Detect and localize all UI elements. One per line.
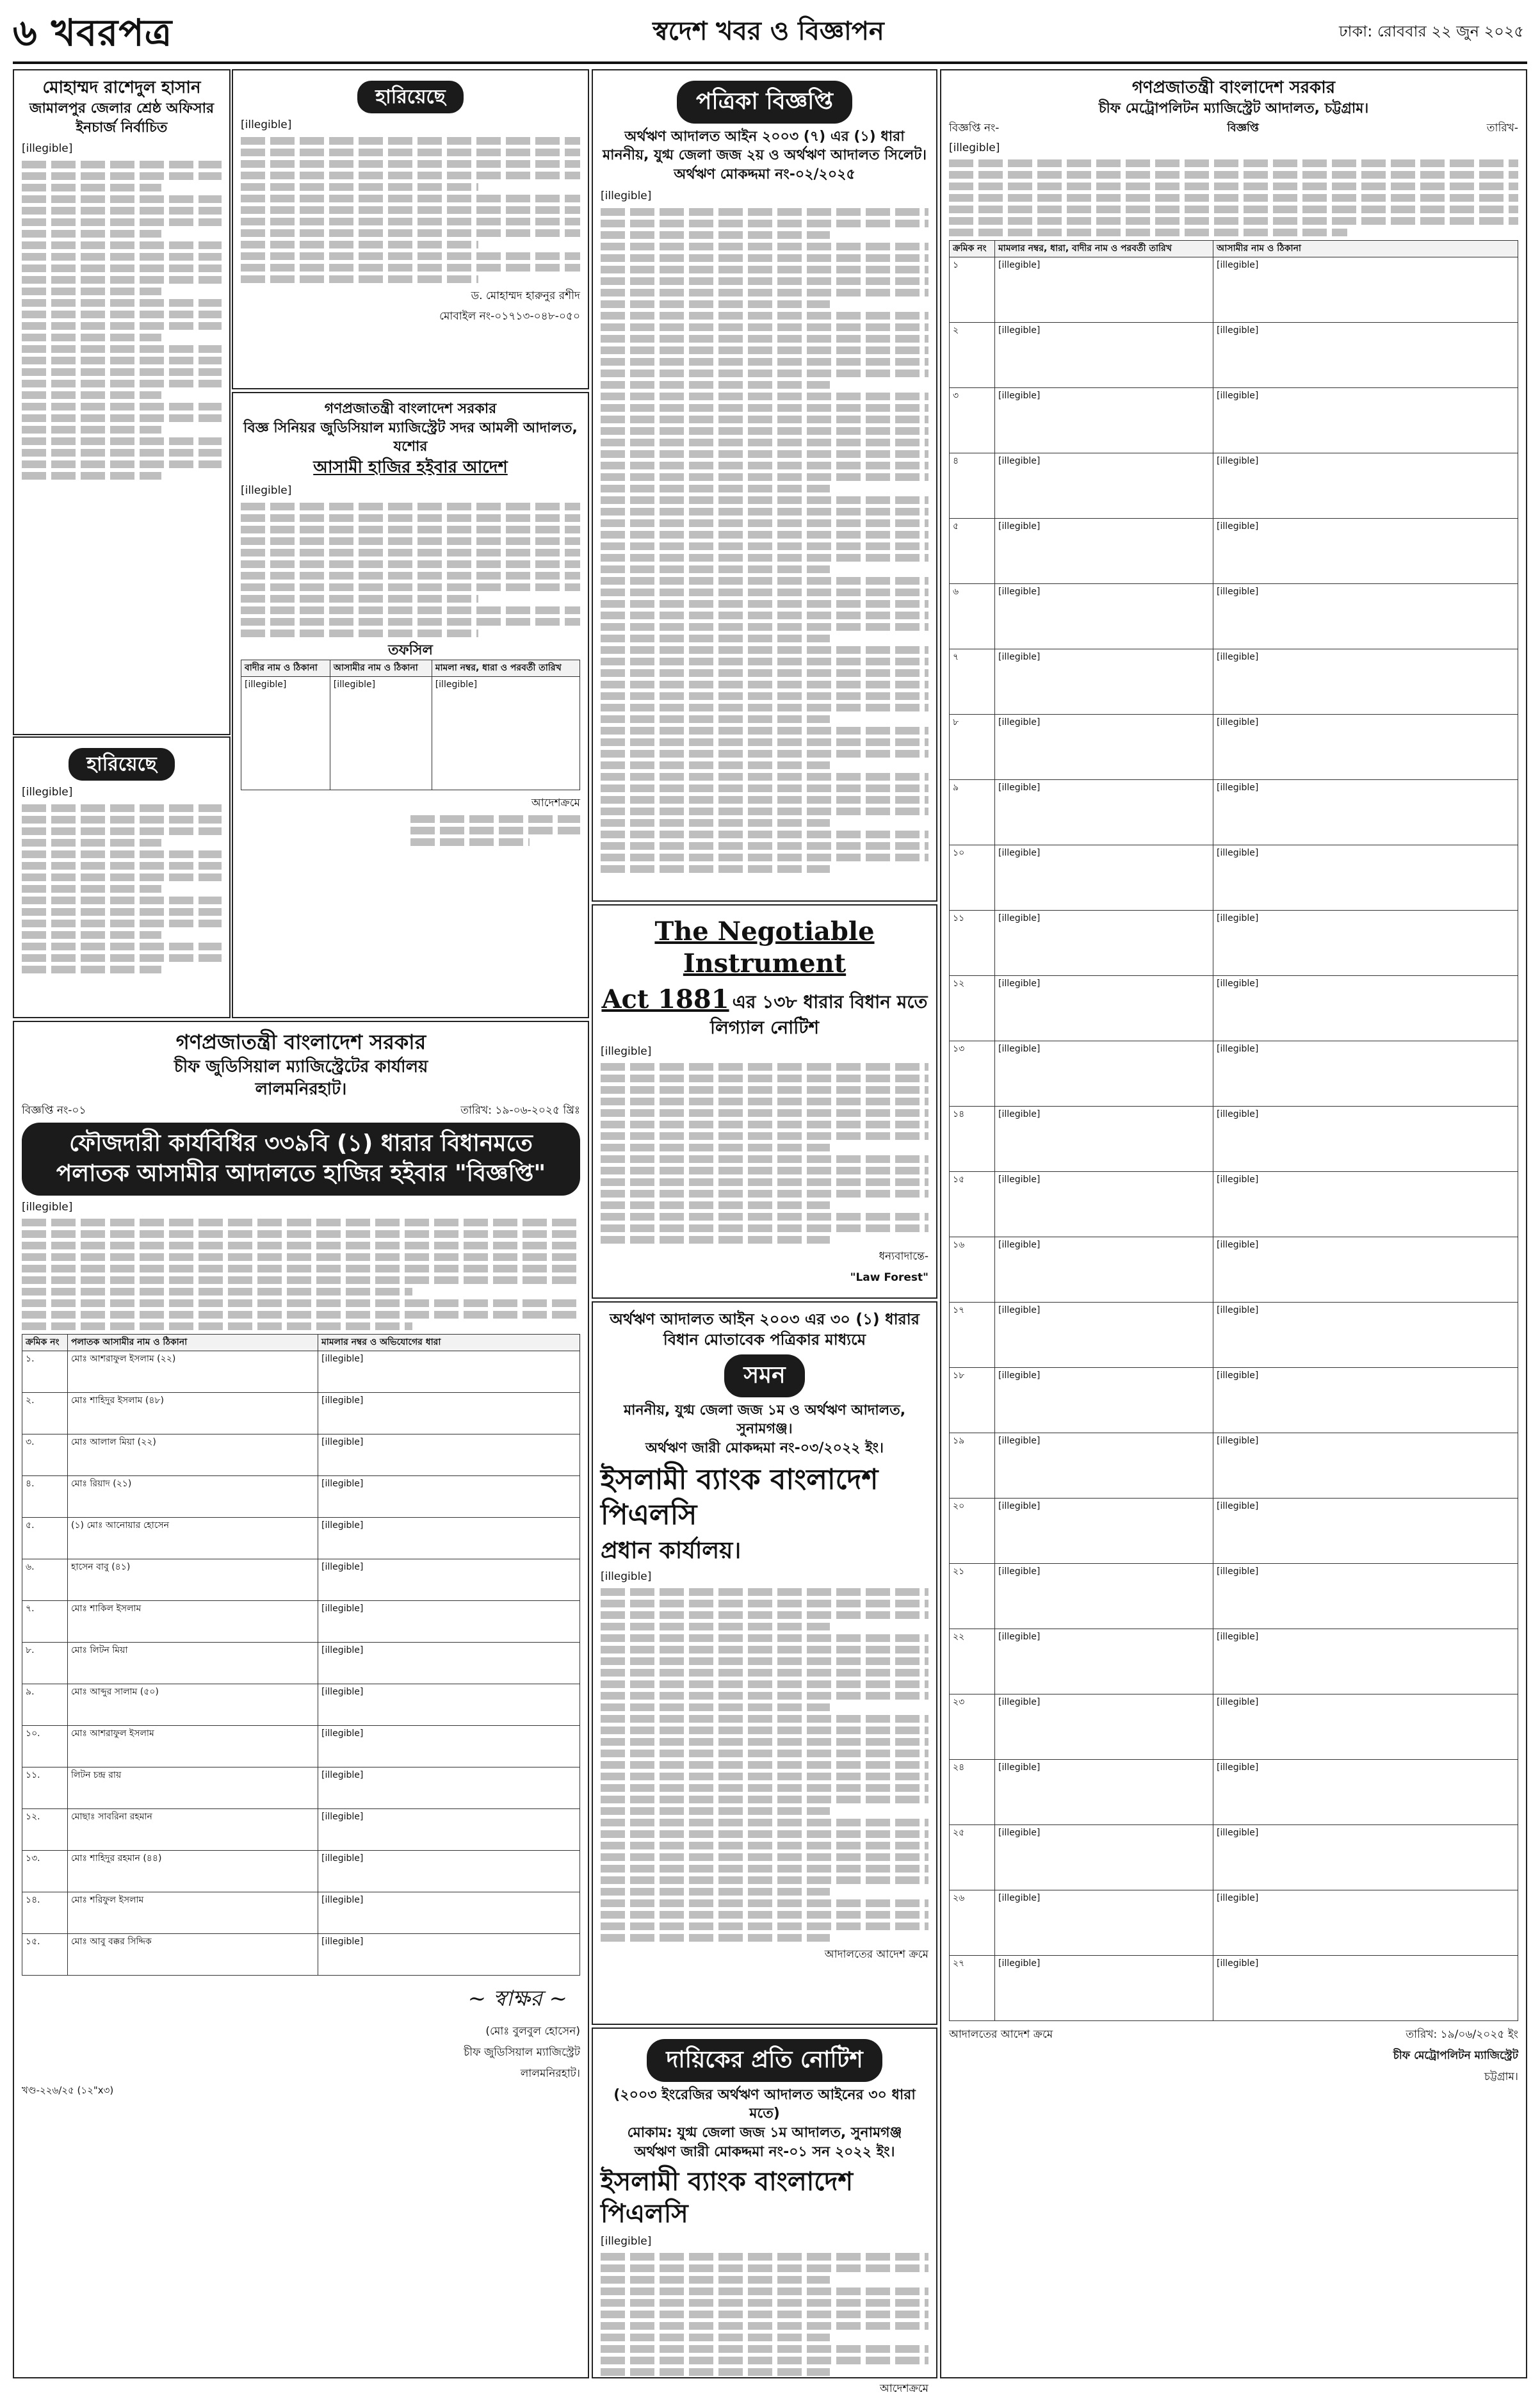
table-cell: [illegible] [995,1825,1213,1890]
table-cell: ২১ [950,1564,995,1629]
table-cell: ১৩ [950,1041,995,1107]
notice-title-line-2 [601,984,928,1040]
table-row [950,1564,1518,1629]
notice-intro-lines [949,159,1518,236]
lost-banner: হারিয়েছে [69,748,175,781]
table-row [950,1890,1518,1956]
summons-banner: সমন [724,1354,804,1397]
table-cell: [illegible] [995,911,1213,976]
notice-number-label: বিজ্ঞপ্তি নং- [949,121,1000,134]
table-cell: [illegible] [995,1564,1213,1629]
ad-code: খণ্ড-২২৬/২৫ (১২"x৩) [22,2084,114,2097]
table-row [22,1809,580,1851]
office-name: চীফ জুডিসিয়াল ম্যাজিস্ট্রেটের কার্যালয় [174,1057,428,1077]
table-row [950,1956,1518,2021]
jessore-court-order [232,392,589,1018]
table-cell: হাসেন বাবু (৪১) [68,1559,318,1601]
section-title: স্বদেশ খবর ও বিজ্ঞাপন [652,17,884,46]
table-cell: [illegible] [318,1393,580,1434]
table-cell: [illegible] [995,1694,1213,1760]
table-row [950,1237,1518,1303]
table-cell: ২৬ [950,1890,995,1956]
table-cell: [illegible] [1213,519,1518,584]
table-row [22,1559,580,1601]
sunamganj-debtor-notice [592,2027,937,2396]
table-row [22,1892,580,1934]
table-cell: ১৬ [950,1237,995,1303]
table-row [950,1172,1518,1237]
table-cell: মোঃ রিয়াদ (২১) [68,1476,318,1518]
negotiable-instrument-legal-notice [592,904,937,1299]
table-cell: [illegible] [1213,323,1518,388]
table-cell: ৮. [22,1643,68,1684]
news-body-lines [22,161,222,480]
table-cell: [illegible] [318,1934,580,1976]
table-cell: ১১. [22,1767,68,1809]
notice-body: [illegible] [601,1570,652,1583]
table-cell: [illegible] [1213,1499,1518,1564]
lost-signer-name: ড. মোহাম্মদ হারুনুর রশীদ [471,289,580,302]
table-cell: [illegible] [1213,1890,1518,1956]
table-cell: [illegible] [1213,1956,1518,2021]
table-row [22,1726,580,1767]
masthead-rule [13,61,1527,64]
table-cell: [illegible] [318,1518,580,1559]
signer-name: (মোঃ বুলবুল হোসেন) [485,2025,580,2038]
gov-title: গণপ্রজাতন্ত্রী বাংলাদেশ সরকার [1131,78,1336,97]
table-row [22,1767,580,1809]
table-cell: [illegible] [995,1368,1213,1433]
bank-branch: প্রধান কার্যালয়। [601,1537,742,1564]
footer-date: তারিখ: ১৯/০৬/২০২৫ ইং [1406,2028,1518,2042]
notice-label: বিজ্ঞপ্তি [1227,121,1259,134]
table-header: পলাতক আসামীর নাম ও ঠিকানা [68,1335,318,1351]
table-cell: [illegible] [1213,1172,1518,1237]
table-cell: [illegible] [995,584,1213,649]
notice-body-lines [22,1219,580,1330]
table-cell: ১০. [22,1726,68,1767]
court-name: বিজ্ঞ সিনিয়র জুডিসিয়াল ম্যাজিস্ট্রেট সদর আমলী আদালত, যশোর [243,419,578,455]
table-cell: ২. [22,1393,68,1434]
notice-body: [illegible] [601,1044,652,1058]
table-cell: ৬ [950,584,995,649]
table-row [950,1499,1518,1564]
table-header: বাদীর নাম ও ঠিকানা [241,660,330,677]
table-header: ক্রমিক নং [950,241,995,257]
notice-sign-off: ধন্যবাদান্তে- [879,1250,928,1264]
table-cell: [illegible] [1213,453,1518,519]
notice-date: তারিখ: ১৯-০৬-২০২৫ খ্রিঃ [460,1104,580,1117]
table-row [22,1601,580,1643]
notice-number: বিজ্ঞপ্তি নং-০১ [22,1104,86,1117]
notice-footer [949,2027,1518,2043]
court-name: মাননীয়, যুগ্ম জেলা জজ ২য় ও অর্থঋণ আদালত সিলেট। [602,147,927,164]
table-cell: [illegible] [318,1601,580,1643]
table-cell: [illegible] [318,1851,580,1892]
table-cell: [illegible] [1213,780,1518,845]
table-cell: [illegible] [318,1684,580,1726]
table-cell: [illegible] [318,1892,580,1934]
table-cell: ২৭ [950,1956,995,2021]
table-cell: [illegible] [1213,1433,1518,1499]
table-row [22,1476,580,1518]
table-cell: [illegible] [318,1643,580,1684]
notice-banner: দায়িকের প্রতি নোটিশ [647,2039,882,2082]
table-cell: [illegible] [995,1303,1213,1368]
table-cell: মোছাঃ সাবরিনা রহমান [68,1809,318,1851]
notice-date-label: তারিখ- [1486,121,1518,134]
notice-body: [illegible] [601,2234,652,2248]
table-cell: [illegible] [995,1237,1213,1303]
table-row [950,1629,1518,1694]
table-row [950,649,1518,715]
table-cell: [illegible] [1213,1825,1518,1890]
order-title: আসামী হাজির হইবার আদেশ [313,458,508,478]
table-cell: [illegible] [432,677,580,790]
table-cell: ১২. [22,1809,68,1851]
table-row [950,845,1518,911]
bank-name: ইসলামী ব্যাংক বাংলাদেশ পিএলসি [601,1463,879,1531]
table-cell: [illegible] [1213,649,1518,715]
case-number: অর্থঋণ মোকদ্দমা নং-০২/২০২৫ [674,167,855,183]
table-cell: [illegible] [318,1476,580,1518]
table-row [22,1393,580,1434]
accused-table [949,240,1518,2021]
table-cell: ১৫ [950,1172,995,1237]
notice-title-suffix: এর ১৩৮ ধারার বিধান মতে লিগ্যাল নোটিশ [709,991,928,1038]
newspaper-name: খবরপত্র [51,11,173,54]
notice-title-line-1: The Negotiable Instrument [654,916,875,979]
table-cell: [illegible] [995,1890,1213,1956]
table-cell: ২৪ [950,1760,995,1825]
table-cell: [illegible] [1213,388,1518,453]
signer-place: চট্টগ্রাম। [1484,2070,1518,2083]
notice-body-lines [601,1063,928,1244]
table-cell: ৮ [950,715,995,780]
table-row [22,1351,580,1393]
lost-notice-2 [232,69,589,389]
table-cell: [illegible] [995,388,1213,453]
table-cell: ১৪. [22,1892,68,1934]
lost-banner: হারিয়েছে [357,81,464,113]
table-row [950,1368,1518,1433]
page-number: ৬ [13,11,38,54]
table-cell: [illegible] [995,715,1213,780]
table-cell: ১১ [950,911,995,976]
table-cell: ১. [22,1351,68,1393]
table-cell: [illegible] [995,453,1213,519]
table-cell: ২৫ [950,1825,995,1890]
table-cell: [illegible] [1213,715,1518,780]
lost-body: [illegible] [22,786,73,799]
footer-order: আদালতের আদেশ ক্রমে [949,2028,1053,2042]
notice-meta [22,1103,580,1119]
table-row [241,677,580,790]
table-row [950,323,1518,388]
table-row [950,584,1518,649]
notice-signature: আদালতের আদেশ ক্রমে [824,1948,928,1962]
table-row [950,1107,1518,1172]
act-name: Act 1881 [601,984,729,1014]
table-header: মামলার নম্বর ও অভিযোগের ধারা [318,1335,580,1351]
notice-body-lines [601,1588,928,1942]
table-header-row [22,1335,580,1351]
table-header-row [950,241,1518,257]
table-cell: ৪ [950,453,995,519]
lost-body-lines [22,804,222,973]
table-row [950,911,1518,976]
table-cell: মোঃ আশরাফুল ইসলাম [68,1726,318,1767]
notice-body-lines [601,208,928,873]
notice-body: [illegible] [601,189,652,202]
table-cell: [illegible] [1213,1368,1518,1433]
table-cell: [illegible] [995,257,1213,323]
table-cell: ১ [950,257,995,323]
table-cell: ২২ [950,1629,995,1694]
table-cell: (১) মোঃ আনোয়ার হোসেন [68,1518,318,1559]
table-cell: [illegible] [995,1629,1213,1694]
table-cell: [illegible] [995,1107,1213,1172]
chittagong-court-notice [940,69,1527,2378]
table-cell: ১৪ [950,1107,995,1172]
table-cell: [illegible] [995,1956,1213,2021]
lalmonirhat-notice [13,1021,589,2378]
table-row [22,1934,580,1976]
table-cell: মোঃ আশরাফুল ইসলাম (২২) [68,1351,318,1393]
table-row [950,257,1518,323]
lost-signer-phone: মোবাইল নং-০১৭১৩-০৪৮-০৫০ [439,310,580,323]
newspaper-logo [13,5,231,60]
table-cell: [illegible] [1213,1041,1518,1107]
signature-mark: ~ স্বাক্ষর ~ [467,1986,567,2012]
news-oc-article [13,69,231,735]
schedule-table [241,660,580,790]
table-header: আসামীর নাম ও ঠিকানা [1213,241,1518,257]
case-number: অর্থঋণ জারী মোকদ্দমা নং-০১ সন ২০২২ ইং। [634,2143,895,2160]
table-cell: ৭. [22,1601,68,1643]
table-cell: ৯. [22,1684,68,1726]
accused-table [22,1334,580,1976]
table-cell: [illegible] [318,1559,580,1601]
table-cell: [illegible] [318,1809,580,1851]
news-headline-name: মোহাম্মদ রাশেদুল হাসান [42,78,201,97]
signature-lines [410,815,580,846]
gov-title: গণপ্রজাতন্ত্রী বাংলাদেশ সরকার [175,1030,426,1054]
table-cell: মোঃ আব্দুর সালাম (৫০) [68,1684,318,1726]
case-number: অর্থঋণ জারী মোকদ্দমা নং-০৩/২০২২ ইং। [645,1440,884,1456]
order-body-lines [241,503,580,637]
issue-date: ঢাকা: রোববার ২২ জুন ২০২৫ [1338,22,1524,40]
signer-title: চীফ মেট্রোপলিটন ম্যাজিস্ট্রেট [1393,2049,1518,2062]
sylhet-newspaper-notice [592,69,937,902]
order-body: [illegible] [241,484,292,498]
news-headline: জামালপুর জেলার শ্রেষ্ঠ অফিসার ইনচার্জ নির্বাচিত [29,101,215,136]
table-cell: ৫ [950,519,995,584]
table-cell: ৬. [22,1559,68,1601]
table-header: মামলা নম্বর, ধারা ও পরবর্তী তারিখ [432,660,580,677]
table-row [950,1694,1518,1760]
table-cell: লিটন চন্দ্র রায় [68,1767,318,1809]
table-row [950,1303,1518,1368]
table-row [22,1643,580,1684]
table-cell: [illegible] [1213,1107,1518,1172]
table-cell: [illegible] [1213,911,1518,976]
notice-meta [949,121,1518,136]
gov-title: গণপ্রজাতন্ত্রী বাংলাদেশ সরকার [324,401,497,417]
table-cell: [illegible] [318,1434,580,1476]
table-header: ক্রমিক নং [22,1335,68,1351]
table-cell: ২৩ [950,1694,995,1760]
table-cell: মোঃ শাহিদুর রহমান (৪৪) [68,1851,318,1892]
table-row [22,1434,580,1476]
table-cell: মোঃ আলাল মিয়া (২২) [68,1434,318,1476]
table-cell: [illegible] [995,649,1213,715]
table-cell: ১২ [950,976,995,1041]
notice-signature: আদেশক্রমে [879,2382,928,2396]
table-cell: ১৭ [950,1303,995,1368]
table-cell: ৪. [22,1476,68,1518]
table-row [22,1684,580,1726]
table-cell: [illegible] [995,976,1213,1041]
notice-body: [illegible] [22,1200,73,1214]
table-cell: ৩ [950,388,995,453]
table-cell: ১০ [950,845,995,911]
table-row [22,1518,580,1559]
law-reference: অর্থঋণ আদালত আইন ২০০৩ এর ৩০ (১) ধারার বিধান মোতাবেক পত্রিকার মাধ্যমে [610,1310,920,1349]
table-cell: [illegible] [318,1726,580,1767]
table-row [950,1825,1518,1890]
lost-notice-1 [13,736,231,1018]
table-cell: ১৩. [22,1851,68,1892]
law-reference: (২০০৩ ইংরেজির অর্থঋণ আদালত আইনের ৩০ ধারা মতে) [613,2086,916,2122]
notice-banner: পত্রিকা বিজ্ঞপ্তি [677,81,852,124]
lost-body: [illegible] [241,118,292,131]
table-cell: ২০ [950,1499,995,1564]
table-cell: ১৮ [950,1368,995,1433]
law-firm-name: "Law Forest" [850,1271,928,1285]
table-cell: [illegible] [1213,1760,1518,1825]
table-cell: ২ [950,323,995,388]
bank-name: ইসলামী ব্যাংক বাংলাদেশ পিএলসি [601,2166,854,2229]
table-cell: [illegible] [995,519,1213,584]
table-row [950,519,1518,584]
table-cell: [illegible] [995,780,1213,845]
table-cell: [illegible] [241,677,330,790]
table-cell: [illegible] [1213,1237,1518,1303]
table-cell: [illegible] [995,1041,1213,1107]
sunamganj-summons-notice [592,1301,937,2025]
law-reference: অর্থঋণ আদালত আইন ২০০৩ (৭) এর (১) ধারা [624,128,905,145]
table-cell: [illegible] [1213,1694,1518,1760]
court-name: চীফ মেট্রোপলিটন ম্যাজিস্ট্রেট আদালত, চট্টগ্রাম। [1098,101,1369,117]
table-row [950,1433,1518,1499]
table-cell: মোঃ লিটন মিয়া [68,1643,318,1684]
table-row [22,1851,580,1892]
table-header-row [241,660,580,677]
table-cell: [illegible] [995,323,1213,388]
table-cell: ১৫. [22,1934,68,1976]
table-cell: ৫. [22,1518,68,1559]
table-header: আসামীর নাম ও ঠিকানা [330,660,432,677]
notice-body-lines [601,2253,928,2376]
table-cell: [illegible] [1213,257,1518,323]
table-cell: মোঃ শাহিদুর ইসলাম (৪৮) [68,1393,318,1434]
table-cell: মোঃ আবু বক্কর সিদ্দিক [68,1934,318,1976]
table-row [950,780,1518,845]
table-cell: মোঃ শরিফুল ইসলাম [68,1892,318,1934]
table-row [950,453,1518,519]
signer-title: চীফ জুডিসিয়াল ম্যাজিস্ট্রেট [464,2045,580,2059]
table-cell: মোঃ শাকিল ইসলাম [68,1601,318,1643]
table-row [950,1041,1518,1107]
table-cell: [illegible] [330,677,432,790]
table-cell: [illegible] [1213,584,1518,649]
table-cell: [illegible] [1213,1629,1518,1694]
signer-place: লালমনিরহাট। [520,2067,580,2080]
office-place: লালমনিরহাট। [255,1080,347,1100]
table-cell: ৭ [950,649,995,715]
news-body: [illegible] [22,142,73,156]
table-cell: [illegible] [1213,1564,1518,1629]
court-name: মোকাম: যুগ্ম জেলা জজ ১ম আদালত, সুনামগঞ্জ [627,2125,902,2141]
table-cell: [illegible] [995,1172,1213,1237]
notice-intro: [illegible] [949,141,1000,154]
table-row [950,976,1518,1041]
table-cell: ১৯ [950,1433,995,1499]
table-cell: [illegible] [995,1760,1213,1825]
table-cell: [illegible] [1213,845,1518,911]
table-cell: [illegible] [995,845,1213,911]
notice-banner: ফৌজদারী কার্যবিধির ৩৩৯বি (১) ধারার বিধানমতে পলাতক আসামীর আদালতে হাজির হইবার "বিজ্ঞপ্তি" [22,1123,580,1196]
table-cell: [illegible] [1213,1303,1518,1368]
schedule-label: তফসিল [388,642,433,658]
table-cell: [illegible] [318,1351,580,1393]
table-cell: [illegible] [995,1499,1213,1564]
order-signature: আদেশক্রমে [531,797,580,810]
table-cell: ৯ [950,780,995,845]
lost-body-lines [241,137,580,283]
table-cell: [illegible] [995,1433,1213,1499]
table-row [950,715,1518,780]
table-cell: [illegible] [318,1767,580,1809]
table-row [950,388,1518,453]
table-header: মামলার নম্বর, ধারা, বাদীর নাম ও পরবর্তী তারিখ [995,241,1213,257]
table-cell: [illegible] [1213,976,1518,1041]
table-cell: ৩. [22,1434,68,1476]
table-row [950,1760,1518,1825]
court-name: মাননীয়, যুগ্ম জেলা জজ ১ম ও অর্থঋণ আদালত, সুনামগঞ্জ। [623,1402,906,1438]
